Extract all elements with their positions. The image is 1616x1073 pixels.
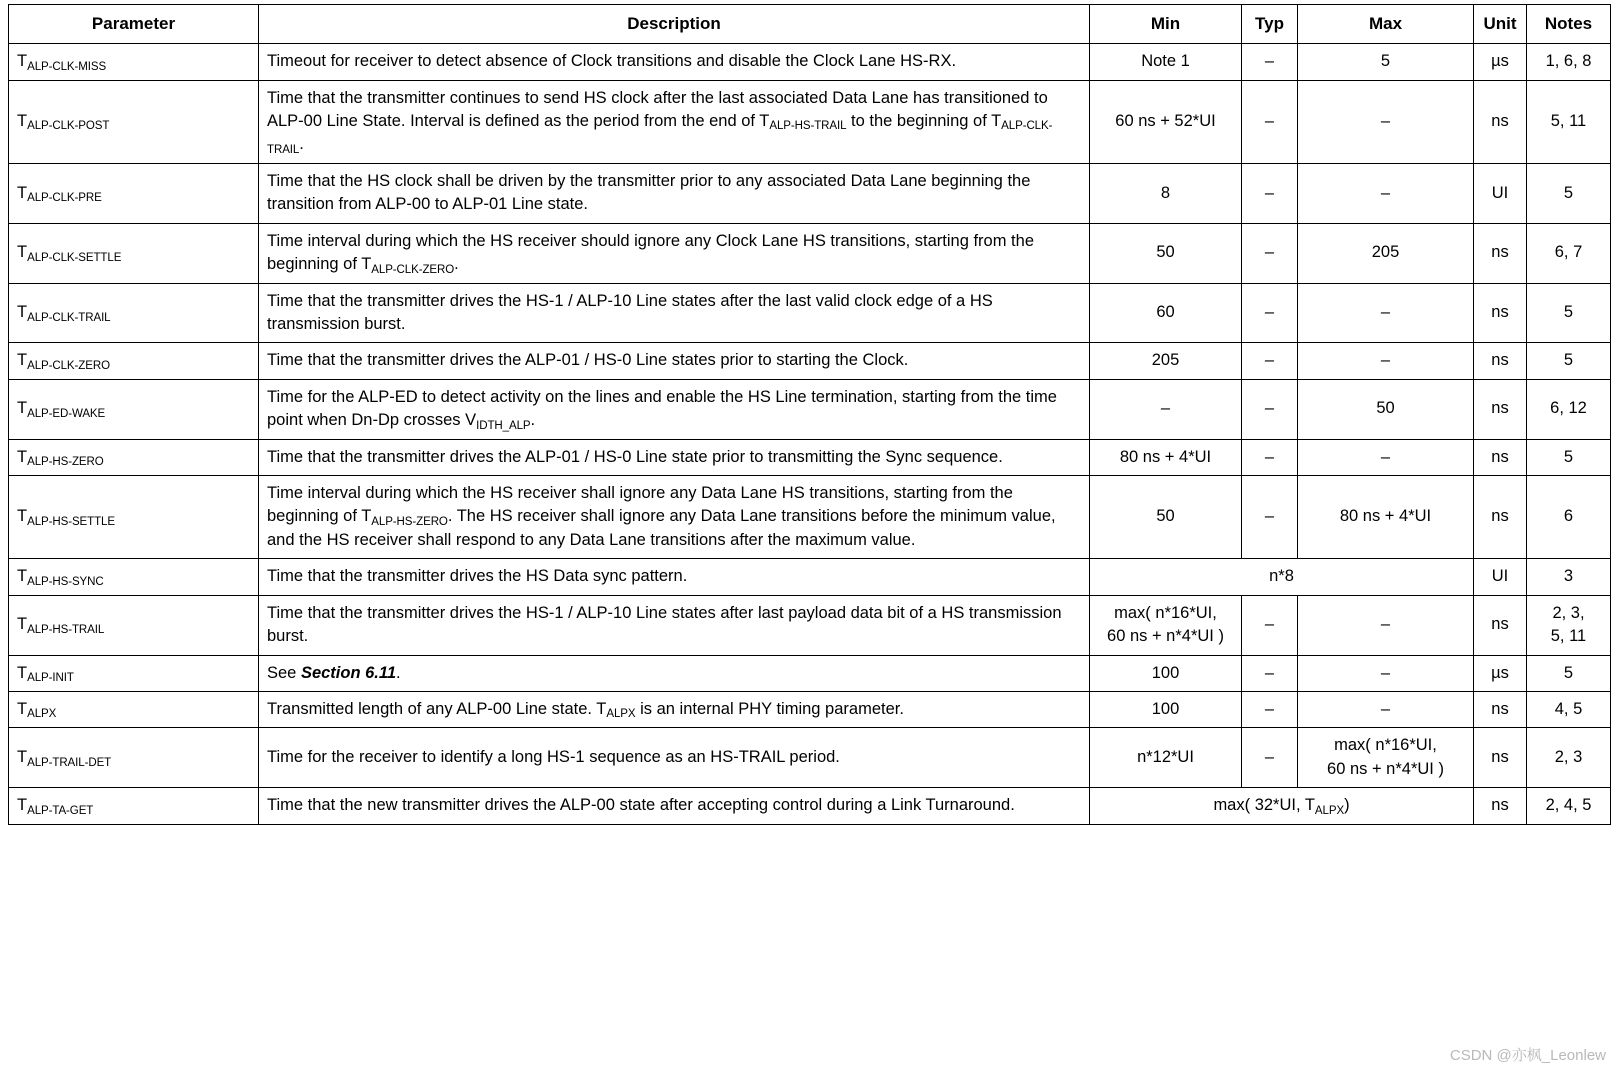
merged-value-subscript: ALPX (1314, 804, 1345, 817)
description-subscript: ALP-CLK-ZERO (371, 263, 455, 276)
min-value-line-1: max( n*16*UI, (1114, 603, 1217, 622)
description-cell (259, 44, 1090, 80)
description-text: Time for the receiver to identify a long HS-1 sequence as an HS-TRAIL period. (267, 748, 840, 767)
max-value-cell: – (1298, 343, 1474, 379)
notes-line-1: 2, 3, (1552, 603, 1585, 622)
table-row (9, 163, 1611, 223)
parameter-base: T (17, 663, 28, 682)
description-cell (259, 476, 1090, 559)
table-row (9, 379, 1611, 439)
min-value-cell: Note 1 (1090, 44, 1242, 80)
notes-cell: 1, 6, 8 (1527, 44, 1611, 80)
table-body (9, 44, 1611, 825)
description-subscript: ALP-HS-ZERO (371, 515, 448, 528)
parameter-name-cell (9, 788, 259, 824)
max-value-cell (1298, 728, 1474, 788)
typ-value-cell: – (1242, 283, 1298, 343)
notes-cell: 5, 11 (1527, 80, 1611, 163)
notes-cell: 6, 7 (1527, 223, 1611, 283)
description-text: . The HS receiver shall ignore any Data Lane transitions before the minimum value, and the HS receiver shall respond to any Data Lane transitions after the maximum value. (267, 507, 1056, 549)
description-subscript: ALPX (606, 708, 636, 721)
unit-cell: ns (1474, 379, 1527, 439)
max-value-cell: – (1298, 439, 1474, 475)
parameter-base: T (17, 399, 28, 418)
min-value-line-2: 60 ns + n*4*UI ) (1107, 627, 1224, 646)
typ-value-cell: – (1242, 691, 1298, 727)
merged-value-suffix: ) (1344, 796, 1350, 815)
description-cell (259, 655, 1090, 691)
notes-cell: 2, 3 (1527, 728, 1611, 788)
description-cell (259, 283, 1090, 343)
merged-value-prefix: max( 32*UI, T (1213, 796, 1315, 815)
notes-cell (1527, 595, 1611, 655)
notes-cell: 5 (1527, 283, 1611, 343)
min-typ-max-merged-cell (1090, 788, 1474, 824)
notes-cell: 6, 12 (1527, 379, 1611, 439)
max-value-cell: 80 ns + 4*UI (1298, 476, 1474, 559)
parameter-name-cell (9, 728, 259, 788)
description-cell (259, 343, 1090, 379)
unit-cell: UI (1474, 559, 1527, 595)
parameter-subscript: ALP-INIT (27, 672, 74, 685)
typ-value-cell: – (1242, 728, 1298, 788)
parameter-name-cell (9, 44, 259, 80)
unit-cell: ns (1474, 283, 1527, 343)
parameter-base: T (17, 507, 28, 526)
min-value-cell: 205 (1090, 343, 1242, 379)
parameter-name-cell (9, 163, 259, 223)
min-value-cell: 100 (1090, 655, 1242, 691)
description-text: . (299, 135, 304, 154)
column-header-parameter: Parameter (9, 5, 259, 44)
typ-value-cell: – (1242, 44, 1298, 80)
table-row (9, 343, 1611, 379)
description-text: to the beginning of T (846, 111, 1002, 130)
max-value-line-1: max( n*16*UI, (1334, 736, 1437, 755)
max-value-cell: 5 (1298, 44, 1474, 80)
parameter-subscript: ALP-TRAIL-DET (27, 756, 112, 769)
description-text: Time that the transmitter drives the HS-1 / ALP-10 Line states after the last valid clock edge of a HS transmission burst. (267, 291, 993, 333)
parameter-base: T (17, 351, 28, 370)
unit-cell: ns (1474, 223, 1527, 283)
parameter-base: T (17, 183, 28, 202)
unit-cell: ns (1474, 788, 1527, 824)
csdn-watermark: CSDN @亦枫_Leonlew (1449, 1047, 1606, 1064)
parameter-subscript: ALP-CLK-ZERO (27, 359, 110, 372)
typ-value-cell: – (1242, 655, 1298, 691)
parameter-name-cell (9, 559, 259, 595)
unit-cell: ns (1474, 80, 1527, 163)
min-value-cell: 60 ns + 52*UI (1090, 80, 1242, 163)
min-value-cell: 60 (1090, 283, 1242, 343)
table-row (9, 283, 1611, 343)
parameter-name-cell (9, 379, 259, 439)
parameter-name-cell (9, 476, 259, 559)
table-row (9, 80, 1611, 163)
description-subscript: ALP-HS-TRAIL (769, 120, 847, 133)
unit-cell: ns (1474, 476, 1527, 559)
parameter-base: T (17, 243, 28, 262)
parameter-base: T (17, 699, 28, 718)
unit-cell: µs (1474, 44, 1527, 80)
typ-value-cell: – (1242, 595, 1298, 655)
description-text: Time for the ALP-ED to detect activity on the lines and enable the HS Line termination, starting from the time point when Dn-Dp crosses V (267, 387, 1057, 430)
description-cell (259, 223, 1090, 283)
column-header-typ: Typ (1242, 5, 1298, 44)
column-header-unit: Unit (1474, 5, 1527, 44)
parameter-base: T (17, 567, 28, 586)
description-text: . (454, 255, 459, 274)
description-subscript: IDTH_ALP (476, 419, 531, 432)
notes-line-2: 5, 11 (1550, 627, 1587, 646)
min-value-cell (1090, 595, 1242, 655)
parameter-subscript: ALP-HS-SETTLE (27, 515, 115, 528)
parameter-base: T (17, 303, 28, 322)
parameter-name-cell (9, 655, 259, 691)
max-value-cell: – (1298, 163, 1474, 223)
table-row (9, 655, 1611, 691)
description-cell (259, 728, 1090, 788)
min-value-cell: n*12*UI (1090, 728, 1242, 788)
description-text: . (396, 663, 401, 682)
parameter-name-cell (9, 80, 259, 163)
table-row (9, 476, 1611, 559)
parameter-subscript: ALP-HS-SYNC (27, 575, 104, 588)
notes-cell: 6 (1527, 476, 1611, 559)
parameter-base: T (17, 111, 28, 130)
description-cell (259, 595, 1090, 655)
description-text: Time that the transmitter drives the HS-1 / ALP-10 Line states after last payload data bit of a HS transmission burst. (267, 603, 1062, 646)
table-row (9, 595, 1611, 655)
min-value-cell: 8 (1090, 163, 1242, 223)
header-row (9, 5, 1611, 44)
notes-cell: 5 (1527, 655, 1611, 691)
description-text: . (530, 411, 536, 430)
parameter-base: T (17, 748, 28, 767)
parameter-subscript: ALP-CLK-POST (27, 120, 110, 133)
description-text: Time interval during which the HS receiver shall ignore any Data Lane HS transitions, starting from the beginning of T (267, 484, 1013, 526)
unit-cell: ns (1474, 728, 1527, 788)
description-text: See (267, 663, 301, 682)
parameter-subscript: ALPX (27, 708, 57, 721)
notes-cell: 3 (1527, 559, 1611, 595)
parameter-base: T (17, 447, 28, 466)
table-row (9, 788, 1611, 824)
description-text: Time that the transmitter drives the ALP-01 / HS-0 Line states prior to starting the Clock. (267, 351, 909, 370)
max-value-cell: – (1298, 283, 1474, 343)
parameter-subscript: ALP-HS-TRAIL (27, 623, 105, 636)
min-value-cell: – (1090, 379, 1242, 439)
description-text: Time that the transmitter drives the ALP-01 / HS-0 Line state prior to transmitting the Sync sequence. (267, 447, 1003, 466)
description-cell (259, 559, 1090, 595)
typ-value-cell: – (1242, 223, 1298, 283)
max-value-line-2: 60 ns + n*4*UI ) (1327, 759, 1444, 778)
notes-cell: 5 (1527, 439, 1611, 475)
parameter-subscript: ALP-HS-ZERO (27, 456, 104, 469)
parameter-name-cell (9, 223, 259, 283)
min-typ-max-merged-cell: n*8 (1090, 559, 1474, 595)
parameter-name-cell (9, 283, 259, 343)
notes-cell: 5 (1527, 163, 1611, 223)
typ-value-cell: – (1242, 476, 1298, 559)
table-row (9, 439, 1611, 475)
description-text: Time that the transmitter continues to send HS clock after the last associated Data Lane has transitioned to ALP-00 Line State. Interval is defined as the period from the end of T (267, 88, 1048, 130)
min-value-cell: 100 (1090, 691, 1242, 727)
max-value-cell: 205 (1298, 223, 1474, 283)
parameter-subscript: ALP-CLK-SETTLE (27, 251, 122, 264)
unit-cell: ns (1474, 691, 1527, 727)
column-header-notes: Notes (1527, 5, 1611, 44)
column-header-description: Description (259, 5, 1090, 44)
parameter-name-cell (9, 595, 259, 655)
parameter-subscript: ALP-ED-WAKE (27, 407, 106, 420)
table-row (9, 44, 1611, 80)
section-reference: Section 6.11 (300, 663, 397, 682)
description-subscript: ALP-CLK-TRAIL (267, 120, 1053, 156)
table-row (9, 691, 1611, 727)
description-text: Time that the transmitter drives the HS Data sync pattern. (267, 567, 688, 586)
description-text: Transmitted length of any ALP-00 Line state. T (267, 699, 607, 718)
column-header-min: Min (1090, 5, 1242, 44)
max-value-cell: – (1298, 691, 1474, 727)
description-cell (259, 80, 1090, 163)
description-cell (259, 691, 1090, 727)
table-header (9, 5, 1611, 44)
max-value-cell: – (1298, 655, 1474, 691)
typ-value-cell: – (1242, 439, 1298, 475)
table-row (9, 559, 1611, 595)
unit-cell: ns (1474, 343, 1527, 379)
typ-value-cell: – (1242, 379, 1298, 439)
typ-value-cell: – (1242, 80, 1298, 163)
max-value-cell: – (1298, 80, 1474, 163)
unit-cell: ns (1474, 439, 1527, 475)
unit-cell: µs (1474, 655, 1527, 691)
unit-cell: UI (1474, 163, 1527, 223)
description-text: Time that the new transmitter drives the ALP-00 state after accepting control during a Link Turnaround. (267, 796, 1015, 815)
alp-timing-parameters-table (8, 4, 1611, 825)
notes-cell: 5 (1527, 343, 1611, 379)
parameter-base: T (17, 52, 28, 71)
description-cell (259, 379, 1090, 439)
table-row (9, 728, 1611, 788)
column-header-max: Max (1298, 5, 1474, 44)
typ-value-cell: – (1242, 163, 1298, 223)
description-cell (259, 439, 1090, 475)
parameter-subscript: ALP-CLK-MISS (27, 60, 107, 73)
parameter-name-cell (9, 343, 259, 379)
description-text: Timeout for receiver to detect absence of Clock transitions and disable the Clock Lane HS-RX. (267, 52, 957, 71)
description-text: Time interval during which the HS receiver should ignore any Clock Lane HS transitions, starting from the beginning of T (267, 231, 1034, 274)
unit-cell: ns (1474, 595, 1527, 655)
parameter-name-cell (9, 439, 259, 475)
description-text: Time that the HS clock shall be driven by the transmitter prior to any associated Data Lane beginning the transition from ALP-00 to ALP-01 Line state. (267, 171, 1031, 214)
parameter-base: T (17, 796, 28, 815)
table-row (9, 223, 1611, 283)
description-text: is an internal PHY timing parameter. (635, 699, 904, 718)
description-cell (259, 163, 1090, 223)
min-value-cell: 50 (1090, 476, 1242, 559)
parameter-name-cell (9, 691, 259, 727)
description-cell (259, 788, 1090, 824)
typ-value-cell: – (1242, 343, 1298, 379)
parameter-subscript: ALP-CLK-PRE (27, 191, 102, 204)
min-value-cell: 50 (1090, 223, 1242, 283)
min-value-cell: 80 ns + 4*UI (1090, 439, 1242, 475)
notes-cell: 4, 5 (1527, 691, 1611, 727)
parameter-base: T (17, 615, 28, 634)
notes-cell: 2, 4, 5 (1527, 788, 1611, 824)
parameter-subscript: ALP-TA-GET (27, 804, 94, 817)
parameter-subscript: ALP-CLK-TRAIL (27, 311, 111, 324)
max-value-cell: 50 (1298, 379, 1474, 439)
max-value-cell: – (1298, 595, 1474, 655)
